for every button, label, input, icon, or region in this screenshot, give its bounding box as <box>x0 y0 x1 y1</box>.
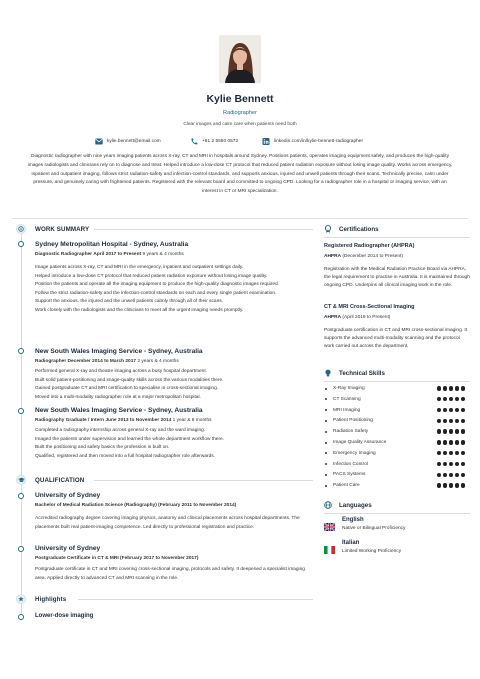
rating-dot <box>437 386 441 390</box>
skill-rating <box>435 419 465 423</box>
work-bullets <box>35 368 310 402</box>
rating-dot <box>449 397 453 401</box>
rating-dot <box>461 397 465 401</box>
bullet-icon <box>325 398 327 400</box>
timeline-dot <box>18 614 24 620</box>
rating-dot <box>443 462 447 466</box>
work-section-rule <box>94 229 313 230</box>
list-item: Qualified, registered and then moved into a full hospital radiographer role afterwards. <box>35 453 215 459</box>
rating-dot <box>455 429 459 433</box>
highlights-section-marker <box>16 594 26 604</box>
skill-row <box>325 462 465 467</box>
profile-photo <box>219 35 261 83</box>
bullet-icon <box>325 485 327 487</box>
skill-rating <box>435 473 465 477</box>
rating-dot <box>449 386 453 390</box>
rating-dot <box>437 473 441 477</box>
star-icon <box>18 596 24 602</box>
rating-dot <box>437 440 441 444</box>
rating-dot <box>461 408 465 412</box>
skill-rating <box>435 483 465 487</box>
rating-dot <box>449 451 453 455</box>
timeline-dot <box>18 408 24 414</box>
qualification-section-marker <box>16 475 26 485</box>
skill-rating <box>435 462 465 466</box>
job-title: Radiographer <box>223 110 257 116</box>
skill-name: Radiation Safety <box>333 429 369 435</box>
professional-summary: Diagnostic radiographer with nine years imaging patients across X-ray, CT and MRI in hospitals around Sydney. Positions patients, operates imaging equipment safely, and produces the high-quality images radiologists and clinicians rely on to diagnose and treat. Helped introduce a low-dose CT protocol that reduced patient radiation exposure without losing image quality. Works across emergency, inpatient and outpatient imaging, follows strict radiation-safety and infection-control standards, and supports anxious, injured and unwell patients through their scans. Technically precise, calm under pressure, and genuinely caring with frightened patients. Registered with the relevant board and committed to ongoing CPD. Looking for a radiographer role in a hospital or imaging service, with an interest in CT or MRI specialization. <box>27 154 453 195</box>
rating-dot <box>455 408 459 412</box>
qualification-section-title: QUALIFICATION <box>35 477 85 484</box>
skill-row <box>325 483 465 488</box>
bulb-icon <box>324 369 332 377</box>
skill-name: Emergency Imaging <box>333 450 376 456</box>
contact-phone[interactable]: +61 2 5550 0572 <box>190 138 238 145</box>
skill-row <box>325 429 465 434</box>
rating-dot <box>455 483 459 487</box>
rating-dot <box>437 429 441 433</box>
work-role-line: Radiography Graduate / Intern June 2013 to November 2014 1 year & 6 months <box>35 418 212 423</box>
list-item: Gained postgraduate CT and MRI certification to specialise in cross-sectional imaging. <box>35 386 219 392</box>
certification-title: CT & MRI Cross-Sectional Imaging <box>324 304 415 310</box>
list-item: Work closely with the radiologists and the clinicians to meet all the urgent imaging needs promptly. <box>35 307 244 313</box>
rating-dot <box>455 462 459 466</box>
rating-dot <box>437 419 441 423</box>
italy-flag-icon <box>324 541 335 549</box>
skill-name: Patient Care <box>333 483 360 489</box>
timeline-dot <box>18 348 24 354</box>
rating-dot <box>449 462 453 466</box>
list-item: Support the anxious, the injured and the unwell patients calmly through all of their scans. <box>35 299 223 305</box>
timeline-dot <box>18 241 24 247</box>
rating-dot <box>455 419 459 423</box>
work-employer: Sydney Metropolitan Hospital - Sydney, Australia <box>35 241 189 248</box>
rating-dot <box>443 397 447 401</box>
skill-rating <box>435 429 465 433</box>
rating-dot <box>461 386 465 390</box>
qualification-degree-line: Bachelor of Medical Radiation Science (Radiography) (February 2011 to November 2014) <box>35 503 237 508</box>
certificate-icon <box>324 225 332 233</box>
languages-header: Languages <box>324 501 372 509</box>
rating-dot <box>449 440 453 444</box>
work-section-marker <box>16 224 26 234</box>
skill-name: X-Ray Imaging <box>333 386 365 391</box>
list-item: Completed a radiography internship across general X-ray and the ward imaging. <box>35 428 206 433</box>
rating-dot <box>449 408 453 412</box>
rating-dot <box>449 483 453 487</box>
language-english: English Native or Bilingual Proficiency <box>324 517 405 531</box>
rating-dot <box>437 408 441 412</box>
globe-icon <box>324 501 332 509</box>
rating-dot <box>455 386 459 390</box>
bullet-icon <box>325 431 327 433</box>
rating-dot <box>461 451 465 455</box>
qualification-school: University of Sydney <box>35 545 101 552</box>
bullet-icon <box>325 388 327 390</box>
list-item: Moved into a multi-modality radiographer role at a major metropolitan hospital. <box>35 394 201 400</box>
timeline-line <box>21 228 22 616</box>
rating-dot <box>455 397 459 401</box>
list-item: Position the patients and operate all the imaging equipment to produce the high-quality diagnostic images required. <box>35 282 279 288</box>
skill-rating <box>435 440 465 444</box>
languages-rule <box>324 513 470 514</box>
rating-dot <box>443 473 447 477</box>
skill-row <box>325 451 465 456</box>
qualification-section-rule <box>94 480 313 481</box>
work-role-line: Radiographer December 2014 to March 2017 2 years & 4 months <box>35 359 179 364</box>
rating-dot <box>443 429 447 433</box>
list-item: Performed general X-ray and theatre imaging across a busy hospital department. <box>35 369 207 374</box>
rating-dot <box>461 473 465 477</box>
rating-dot <box>455 473 459 477</box>
certification-description: Registration with the Medical Radiation Practice Board via AHPRA, the legal requirement to practise in Australia. It is maintained through ongoing CPD. Underpins all clinical imaging work in the role. <box>324 267 470 289</box>
bullet-icon <box>325 474 327 476</box>
rating-dot <box>461 483 465 487</box>
bullet-icon <box>325 452 327 454</box>
timeline-dot <box>18 546 24 552</box>
tagline: Clear images and calm care when patients need both <box>183 122 297 127</box>
qualification-degree-line: Postgraduate Certificate in CT & MRI (February 2017 to November 2017) <box>35 556 199 561</box>
rating-dot <box>455 440 459 444</box>
bullet-icon <box>325 420 327 422</box>
skill-row <box>325 397 465 402</box>
rating-dot <box>437 462 441 466</box>
work-bullets <box>35 427 310 461</box>
rating-dot <box>461 419 465 423</box>
certifications-header: Certifications <box>324 225 379 233</box>
list-item: Follow the strict radiation-safety and the infection-control standards on each and every single patient examination. <box>35 290 277 296</box>
skill-rating <box>435 408 465 412</box>
phone-icon <box>190 138 198 145</box>
bullet-icon <box>325 409 327 411</box>
skill-name: Image Quality Assurance <box>333 440 387 445</box>
rating-dot <box>443 408 447 412</box>
bullet-icon <box>325 463 327 465</box>
briefcase-icon <box>18 226 24 232</box>
skill-name: Infection Control <box>333 461 368 467</box>
list-item: Image patients across X-ray, CT and MRI in the emergency, inpatient and outpatient settings daily. <box>35 265 244 270</box>
contact-linkedin[interactable]: linkedin.com/in/kylie-bennett-radiographer <box>262 138 363 145</box>
rating-dot <box>437 483 441 487</box>
work-role-line: Diagnostic Radiographer April 2017 to Present 9 years & 4 months <box>35 252 184 257</box>
rating-dot <box>437 451 441 455</box>
highlight-item: Lower-dose imaging <box>35 613 94 619</box>
list-item: Built solid patient-positioning and image-quality skills across the various modalities there. <box>35 377 224 383</box>
rating-dot <box>443 386 447 390</box>
rating-dot <box>461 462 465 466</box>
header-divider <box>12 218 468 219</box>
certification-title: Registered Radiographer (AHPRA) <box>324 243 415 249</box>
work-employer: New South Wales Imaging Service - Sydney, Australia <box>35 407 203 414</box>
linkedin-icon <box>262 138 270 145</box>
skills-rule <box>324 381 470 382</box>
contact-email[interactable]: kylie.bennett@email.com <box>95 138 161 145</box>
highlights-section-rule <box>78 599 313 600</box>
language-italian: Italian Limited Working Proficiency <box>324 540 401 554</box>
list-item: Helped introduce a low-dose CT protocol that reduced patient radiation exposure without losing image quality. <box>35 273 268 279</box>
candidate-name: Kylie Bennett <box>206 93 274 105</box>
rating-dot <box>455 451 459 455</box>
rating-dot <box>443 483 447 487</box>
rating-dot <box>443 419 447 423</box>
skill-name: Patient Positioning <box>333 418 373 424</box>
certifications-rule <box>324 237 470 238</box>
skill-rating <box>435 386 465 390</box>
skill-rating <box>435 397 465 401</box>
skill-name: PACS Systems <box>333 472 366 478</box>
skill-row <box>325 472 465 477</box>
rating-dot <box>461 440 465 444</box>
certification-description: Postgraduate certification in CT and MRI cross-sectional imaging. It supports the advanced multi-modality scanning and the protocol work carried out across the department. <box>324 328 468 350</box>
skill-row <box>325 408 465 413</box>
graduation-cap-icon <box>18 477 25 483</box>
uk-flag-icon <box>324 518 335 526</box>
timeline-dot <box>18 493 24 499</box>
work-section-title: WORK SUMMARY <box>35 226 90 233</box>
rating-dot <box>437 397 441 401</box>
rating-dot <box>449 473 453 477</box>
rating-dot <box>449 429 453 433</box>
rating-dot <box>461 429 465 433</box>
skill-row <box>325 418 465 423</box>
skills-header: Technical Skills <box>324 369 385 377</box>
skill-name: MRI Imaging <box>333 407 361 413</box>
email-icon <box>95 138 103 145</box>
qualification-description: Accredited radiography degree covering imaging physics, anatomy and clinical placements across hospital departments. The placements built real patient-imaging competence. Led directly to professional registration and practice. <box>35 516 300 530</box>
rating-dot <box>449 419 453 423</box>
rating-dot <box>443 440 447 444</box>
list-item: Built the positioning and safety basics the profession is built on. <box>35 445 170 451</box>
work-employer: New South Wales Imaging Service - Sydney, Australia <box>35 348 203 355</box>
rating-dot <box>443 451 447 455</box>
skill-name: CT Scanning <box>333 396 361 402</box>
qualification-description: Postgraduate certificate in CT and MRI covering cross-sectional imaging, protocols and safety. It deepened a specialist imaging area. Applied directly to advanced CT and MRI scanning in the role. <box>35 567 305 581</box>
certification-issuer-line: AHPRA (April 2019 to Present) <box>324 315 391 320</box>
skill-rating <box>435 451 465 455</box>
bullet-icon <box>325 442 327 444</box>
skill-row <box>325 440 465 445</box>
work-bullets <box>35 264 310 316</box>
qualification-school: University of Sydney <box>35 492 101 499</box>
certification-issuer-line: AHPRA (December 2014 to Present) <box>324 254 403 259</box>
skill-row <box>325 386 465 391</box>
highlights-section-title: Highlights <box>35 596 67 603</box>
list-item: Imaged the patients under supervision and learned the whole department workflow there. <box>35 436 225 442</box>
